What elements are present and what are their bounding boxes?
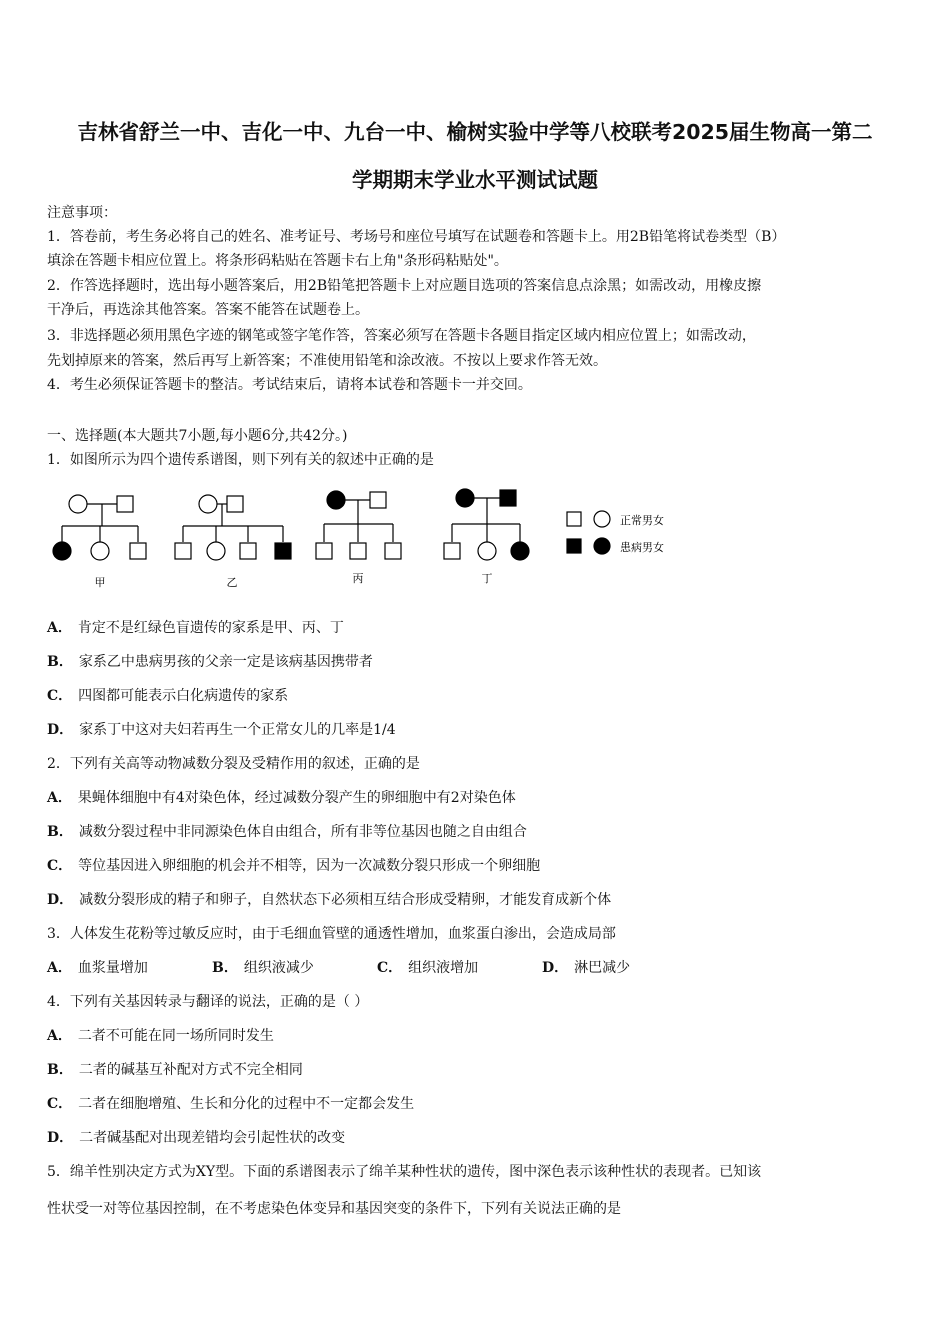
option-key: C． (47, 1096, 73, 1112)
notice-line: 2．作答选择题时，选出每小题答案后，用2B铅笔把答题卡上对应题目选项的答案信息点涂黑；如需改动，用橡皮擦 (47, 278, 762, 294)
option-text: 组织液增加 (408, 960, 479, 976)
pedigree-male-normal (130, 543, 146, 559)
option-key: B． (47, 824, 73, 840)
option-text: 肯定不是红绿色盲遗传的家系是甲、丙、丁 (77, 620, 344, 636)
option-text: 减数分裂形成的精子和卵子，自然状态下必须相互结合形成受精卵，才能发育成新个体 (79, 892, 612, 908)
notice-line: 3．非选择题必须用黑色字迹的钢笔或签字笔作答，答案必须写在答题卡各题目指定区域内相应位置上；如需改动， (47, 328, 756, 344)
option-item (47, 788, 516, 808)
notice-line: 干净后，再选涂其他答案。答案不能答在试题卷上。 (47, 302, 369, 318)
legend-female-affected (594, 538, 610, 554)
legend-male-affected (567, 539, 581, 553)
option-key: C． (377, 960, 403, 976)
option-item (47, 1128, 345, 1148)
question-stem-4: 4．下列有关基因转录与翻译的说法，正确的是（ ） (47, 994, 369, 1010)
option-item (212, 958, 314, 978)
option-text: 淋巴减少 (574, 960, 631, 976)
option-text: 二者的碱基互补配对方式不完全相同 (78, 1062, 303, 1078)
option-text: 组织液减少 (243, 960, 314, 976)
question-stem-3: 3．人体发生花粉等过敏反应时，由于毛细血管壁的通透性增加，血浆蛋白渗出，会造成局部 (47, 926, 616, 942)
pedigree-label-yi: 乙 (226, 576, 238, 589)
option-text: 二者不可能在同一场所同时发生 (77, 1028, 274, 1044)
option-key: D． (47, 722, 74, 738)
pedigree-label-bing: 丙 (352, 572, 364, 585)
option-key: B． (47, 654, 73, 670)
option-key: C． (47, 858, 73, 874)
option-text: 血浆量增加 (77, 960, 148, 976)
option-key: D． (47, 892, 74, 908)
option-key: A． (47, 620, 72, 636)
question-stem-5-line1: 5．绵羊性别决定方式为XY型。下面的系谱图表示了绵羊某种性状的遗传，图中深色表示该种性状的表现者。已知该 (47, 1164, 762, 1180)
option-text: 家系丁中这对夫妇若再生一个正常女儿的几率是1/4 (79, 722, 396, 738)
pedigree-figure (40, 480, 720, 595)
notice-line: 4．考生必须保证答题卡的整洁。考试结束后，请将本试卷和答题卡一并交回。 (47, 377, 532, 393)
option-key: C． (47, 688, 73, 704)
option-text: 二者在细胞增殖、生长和分化的过程中不一定都会发生 (78, 1096, 415, 1112)
pedigree-male-affected (275, 543, 291, 559)
option-item (47, 1060, 303, 1080)
option-key: A． (47, 960, 72, 976)
section-heading: 一、选择题(本大题共7小题,每小题6分,共42分。) (47, 428, 348, 444)
pedigree-female-normal (69, 495, 87, 513)
option-item (47, 1094, 414, 1114)
option-text: 减数分裂过程中非同源染色体自由组合，所有非等位基因也随之自由组合 (78, 824, 527, 840)
option-item (47, 890, 611, 910)
option-key: B． (212, 960, 238, 976)
question-stem-1: 1．如图所示为四个遗传系谱图，则下列有关的叙述中正确的是 (47, 452, 434, 468)
notice-line: 1．答卷前，考生务必将自己的姓名、准考证号、考场号和座位号填写在试题卷和答题卡上。用2B铅笔将试卷类型（B） (47, 229, 786, 245)
option-text: 等位基因进入卵细胞的机会并不相等，因为一次减数分裂只形成一个卵细胞 (78, 858, 541, 874)
option-text: 果蝇体细胞中有4对染色体，经过减数分裂产生的卵细胞中有2对染色体 (77, 790, 516, 806)
option-item (47, 958, 148, 978)
option-item (542, 958, 630, 978)
option-key: A． (47, 1028, 72, 1044)
legend-affected-label: 患病男女 (620, 541, 664, 554)
option-item (47, 856, 540, 876)
option-item (47, 618, 344, 638)
option-item (47, 1026, 274, 1046)
option-item (47, 652, 373, 672)
pedigree-male-normal (117, 496, 133, 512)
legend-normal-label: 正常男女 (620, 514, 664, 527)
pedigree-female-normal (91, 542, 109, 560)
notice-line: 填涂在答题卡相应位置上。将条形码粘贴在答题卡右上角"条形码粘贴处"。 (47, 253, 508, 269)
option-key: B． (47, 1062, 73, 1078)
option-item (47, 822, 527, 842)
pedigree-label-jia: 甲 (94, 576, 106, 589)
question-stem-2: 2．下列有关高等动物减数分裂及受精作用的叙述，正确的是 (47, 756, 420, 772)
option-item (47, 686, 288, 706)
notice-line: 先划掉原来的答案，然后再写上新答案；不准使用铅笔和涂改液。不按以上要求作答无效。 (47, 353, 607, 369)
option-item (47, 720, 396, 740)
pedigree-female-affected (53, 542, 71, 560)
option-key: D． (542, 960, 569, 976)
legend-male-normal (567, 512, 581, 526)
notice-heading: 注意事项： (47, 205, 117, 221)
option-text: 二者碱基配对出现差错均会引起性状的改变 (79, 1130, 346, 1146)
option-key: D． (47, 1130, 74, 1146)
option-text: 家系乙中患病男孩的父亲一定是该病基因携带者 (78, 654, 373, 670)
page-title-line1: 吉林省舒兰一中、吉化一中、九台一中、榆树实验中学等八校联考2025届生物高一第二 (77, 120, 873, 144)
page-title-line2: 学期期末学业水平测试试题 (352, 168, 598, 192)
question-stem-5-line2: 性状受一对等位基因控制，在不考虑染色体变异和基因突变的条件下，下列有关说法正确的是 (47, 1201, 621, 1217)
option-key: A． (47, 790, 72, 806)
option-text: 四图都可能表示白化病遗传的家系 (78, 688, 289, 704)
legend-female-normal (594, 511, 610, 527)
option-item (377, 958, 478, 978)
pedigree-label-ding: 丁 (481, 572, 493, 585)
